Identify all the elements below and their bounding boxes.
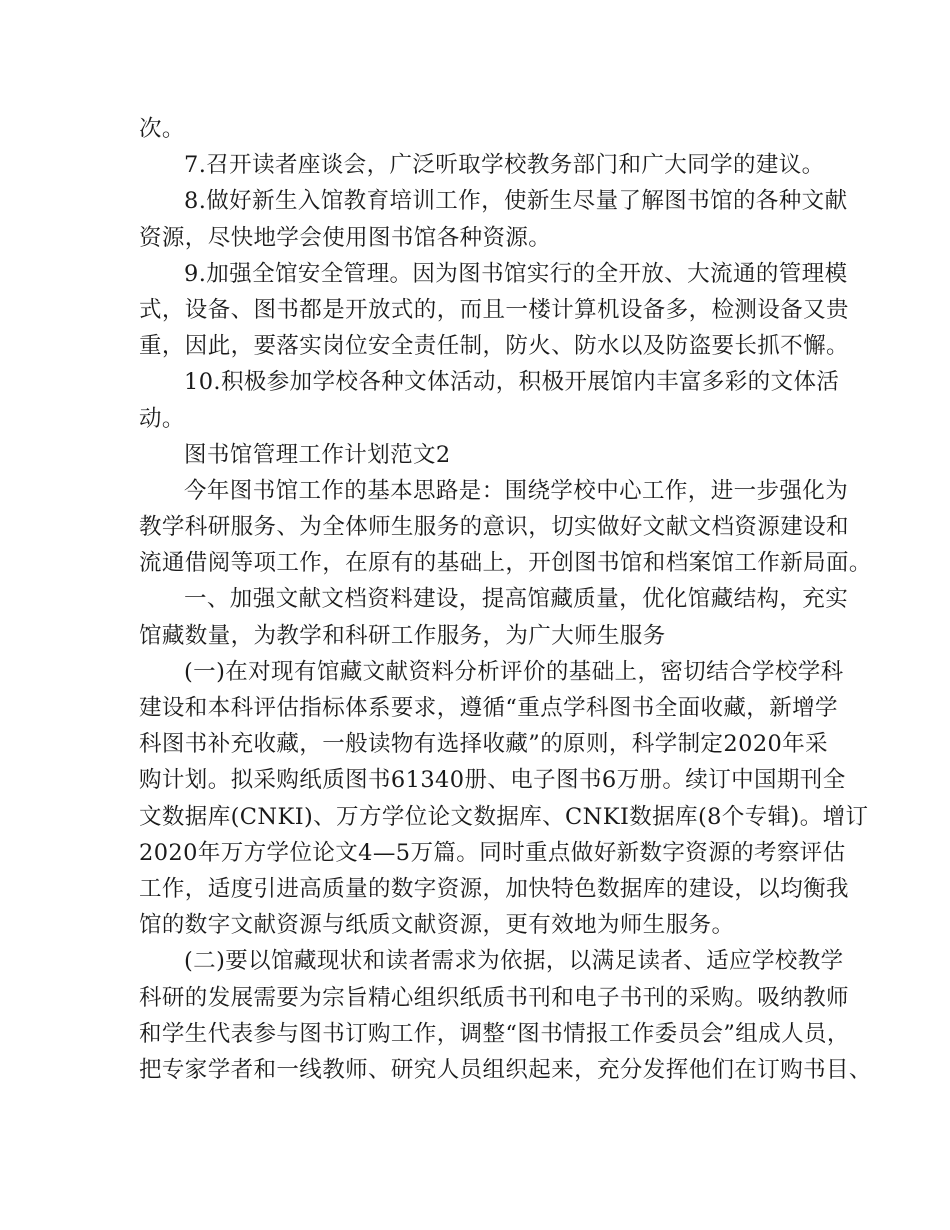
text-line: 次。	[139, 116, 185, 142]
text-line: 科图书补充收藏，一般读物有选择收藏”的原则，科学制定2020年采	[139, 731, 829, 758]
text-line: 文数据库(CNKI)、万方学位论文数据库、CNKI数据库(8个专辑)。增订	[139, 803, 869, 830]
text-line: 把专家学者和一线教师、研究人员组织起来，充分发挥他们在订购书目、	[139, 1056, 872, 1083]
text-line: 科研的发展需要为宗旨精心组织纸质书刊和电子书刊的采购。吸纳教师	[139, 984, 849, 1011]
text-line: 工作，适度引进高质量的数字资源，加快特色数据库的建设，以均衡我	[139, 875, 849, 902]
text-line: 建设和本科评估指标体系要求，遵循“重点学科图书全面收藏，新增学	[139, 695, 838, 721]
text-line: 购计划。拟采购纸质图书61340册、电子图书6万册。续订中国期刊全	[139, 767, 846, 794]
text-line: 10.积极参加学校各种文体活动，积极开展馆内丰富多彩的文体活	[184, 369, 840, 396]
text-line: 一、加强文献文档资料建设，提高馆藏质量，优化馆藏结构，充实	[184, 586, 849, 613]
text-line: 7.召开读者座谈会，广泛听取学校教务部门和广大同学的建议。	[184, 152, 825, 179]
text-line: 和学生代表参与图书订购工作，调整“图书情报工作委员会”组成人员，	[139, 1020, 850, 1047]
text-line: 教学科研服务、为全体师生服务的意识，切实做好文献文档资源建设和	[139, 514, 849, 541]
text-line: 9.加强全馆安全管理。因为图书馆实行的全开放、大流通的管理模	[184, 260, 848, 287]
text-line: 资源，尽快地学会使用图书馆各种资源。	[139, 224, 552, 251]
text-line: 8.做好新生入馆教育培训工作，使新生尽量了解图书馆的各种文献	[184, 188, 848, 215]
text-line: 2020年万方学位论文4—5万篇。同时重点做好新数字资源的考察评估	[139, 839, 846, 866]
text-line: 馆的数字文献资源与纸质文献资源，更有效地为师生服务。	[139, 912, 735, 939]
text-line: 今年图书馆工作的基本思路是：围绕学校中心工作，进一步强化为	[184, 477, 849, 504]
text-line: 式，设备、图书都是开放式的，而且一楼计算机设备多，检测设备又贵	[139, 296, 849, 323]
text-line: (一)在对现有馆藏文献资料分析评价的基础上，密切结合学校学科	[184, 658, 844, 685]
document-body	[139, 111, 872, 1088]
text-line: 图书馆管理工作计划范文2	[184, 441, 451, 468]
text-line: 动。	[139, 405, 185, 432]
text-line: 馆藏数量，为教学和科研工作服务，为广大师生服务	[139, 622, 666, 649]
text-line: 流通借阅等项工作，在原有的基础上，开创图书馆和档案馆工作新局面。	[139, 550, 872, 577]
text-line: (二)要以馆藏现状和读者需求为依据，以满足读者、适应学校教学	[184, 948, 844, 975]
text-line: 重，因此，要落实岗位安全责任制，防火、防水以及防盗要长抓不懈。	[139, 333, 849, 360]
